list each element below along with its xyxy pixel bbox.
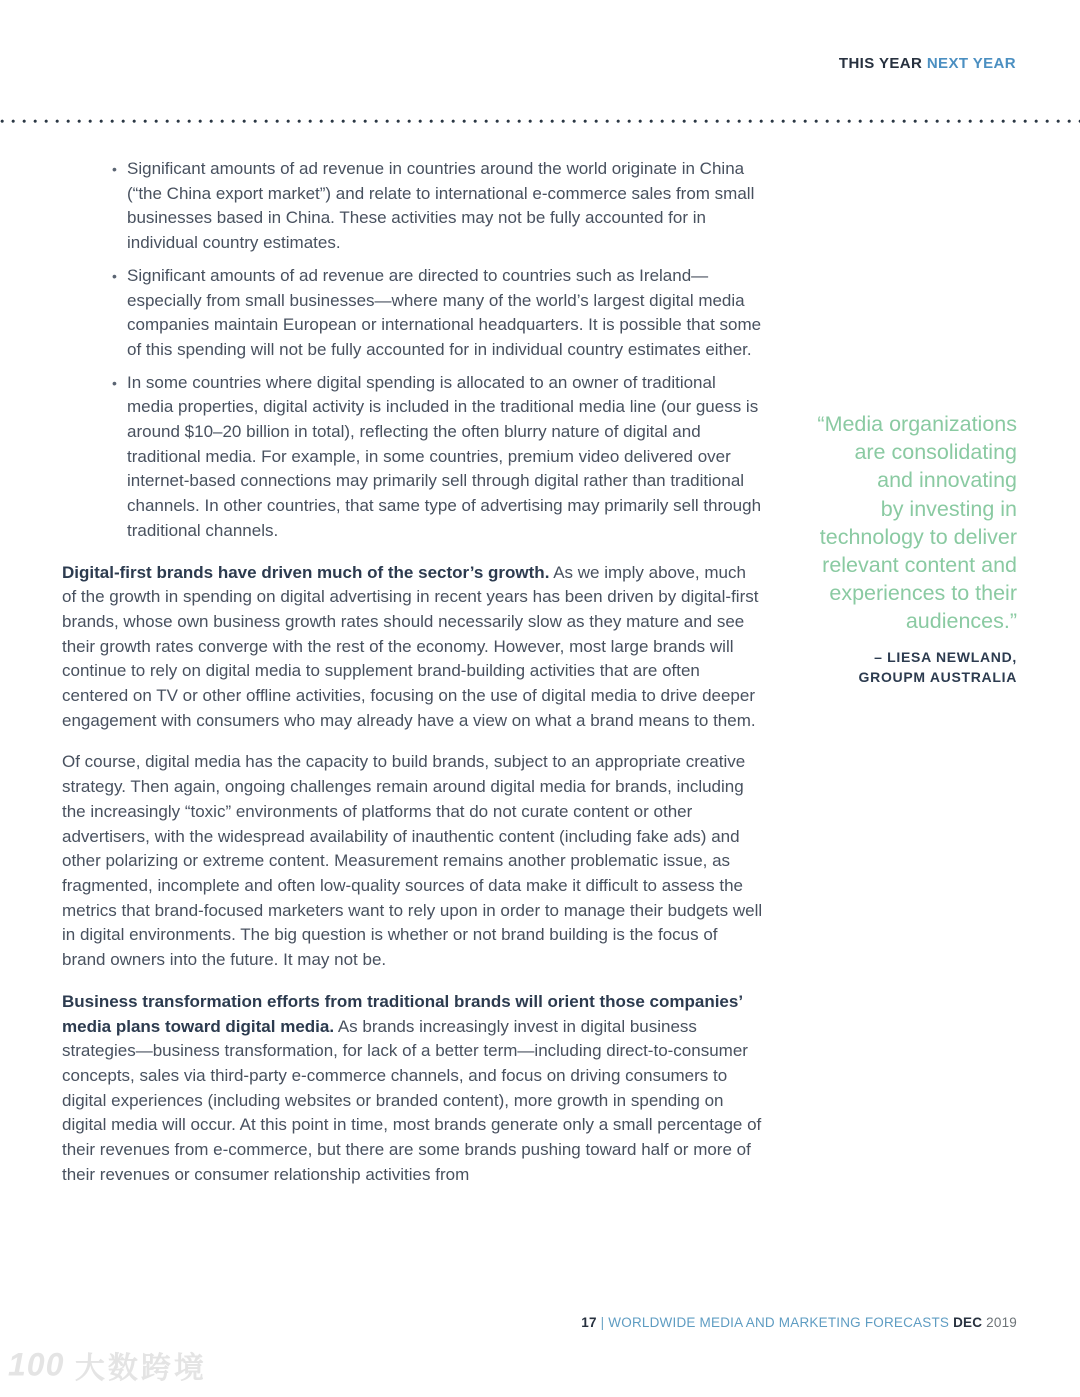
paragraph-body: As we imply above, much of the growth in spending on digital advertising in recent years has been driven by digital-first brands, whose own business growth rates should necessarily slow as they mature and see their growth rates converge with the rest of the economy. However, most large brands will continue to rely on digital media to supplement brand-building activities that are often centered on TV or other offline activities, focusing on the use of digital media to drive deeper engagement with consumers who may already have a view on what a brand means to them. — [62, 562, 759, 730]
paragraph-digital-first — [62, 561, 763, 734]
footer-date-year: 2019 — [986, 1315, 1017, 1330]
watermark — [8, 1343, 207, 1387]
bullet-item-ireland: • Significant amounts of ad revenue are directed to countries such as Ireland—especially from small businesses—where many of the world’s largest digital media companies maintain European or international headquarters. It is possible that some of this spending will not be fully accounted for in individual country estimates either. — [62, 264, 763, 363]
footer-separator: | — [600, 1315, 605, 1330]
quote-line: are consolidating — [854, 440, 1017, 465]
page-number: 17 — [581, 1315, 597, 1330]
paragraph-business-transformation — [62, 990, 763, 1188]
page-footer — [581, 1315, 1017, 1330]
main-text-column — [62, 157, 763, 1187]
quote-line: by investing in — [880, 496, 1017, 521]
watermark-logo: 100 — [8, 1346, 65, 1383]
paragraph-body: Of course, digital media has the capacity to build brands, subject to an appropriate creative strategy. Then again, ongoing challenges remain around digital media for brands, including the increasingly “toxic” environments of platforms that do not curate content or other advertisers, with the widespread availability of inauthentic content (including fake ads) and other polarizing or extreme content. Measurement remains another problematic issue, as fragmented, incomplete and often low-quality sources of data make it difficult to assess the metrics that brand-focused marketers want to rely upon in order to manage their budgets well in digital environments. The big question is whether or not brand building is the focus of brand owners into the future. It may not be. — [62, 752, 763, 970]
dotted-divider — [0, 119, 1080, 124]
watermark-text: 大数跨境 — [74, 1352, 207, 1385]
bullet-item-china-export: • Significant amounts of ad revenue in countries around the world originate in China (“the China export market”) and relate to international e-commerce sales from small businesses based in China. These activities may not be fully accounted for in individual country estimates. — [62, 157, 763, 256]
quote-line: “Media organizations — [817, 412, 1017, 436]
pull-quote — [767, 410, 1017, 687]
paragraph-body: As brands increasingly invest in digital business strategies—business transformation, for lack of a better term—including direct-to-consumer concepts, sales via third-party e-commerce channels, and focus on driving consumers to digital experiences (including websites or branded content), more growth in spending on digital media will occur. At this point in time, most brands generate only a small percentage of their revenues from e-commerce, but there are some brands pushing toward half or more of their revenues or consumer relationship activities from — [62, 1016, 762, 1184]
lead-sentence: Business transformation efforts from traditional brands will orient those companies’ media plans toward digital media. — [62, 991, 743, 1036]
quote-line: experiences to their — [829, 581, 1017, 606]
lead-sentence: Digital-first brands have driven much of the sector’s growth. — [62, 562, 550, 582]
brand-this-year: THIS YEAR — [838, 55, 923, 72]
footer-date-month: DEC — [953, 1315, 983, 1330]
quote-line: and innovating — [877, 468, 1017, 493]
paragraph-brand-building — [62, 750, 763, 972]
bullet-item-traditional-allocation: • In some countries where digital spending is allocated to an owner of traditional media properties, digital activity is included in the traditional media line (our guess is around $10–20 billion in total), reflecting the often blurry nature of digital and traditional media. For example, in some countries, premium video delivered over internet-based connections may primarily sell through digital rather than traditional channels. In other countries, that same type of advertising may primarily sell through traditional channels. — [62, 371, 763, 544]
quote-line: audiences.” — [905, 609, 1017, 634]
footer-report-title: WORLDWIDE MEDIA AND MARKETING FORECASTS — [608, 1315, 950, 1330]
quote-attribution-org: GROUPM AUSTRALIA — [858, 668, 1017, 685]
quote-line: relevant content and — [822, 553, 1017, 578]
brand-next-year: NEXT YEAR — [926, 55, 1016, 72]
quote-attribution — [767, 647, 1017, 687]
quote-line: technology to deliver — [819, 524, 1017, 549]
bullet-list — [62, 157, 763, 544]
quote-attribution-name: – LIESA NEWLAND, — [874, 648, 1017, 665]
report-brand-header — [839, 55, 1016, 72]
